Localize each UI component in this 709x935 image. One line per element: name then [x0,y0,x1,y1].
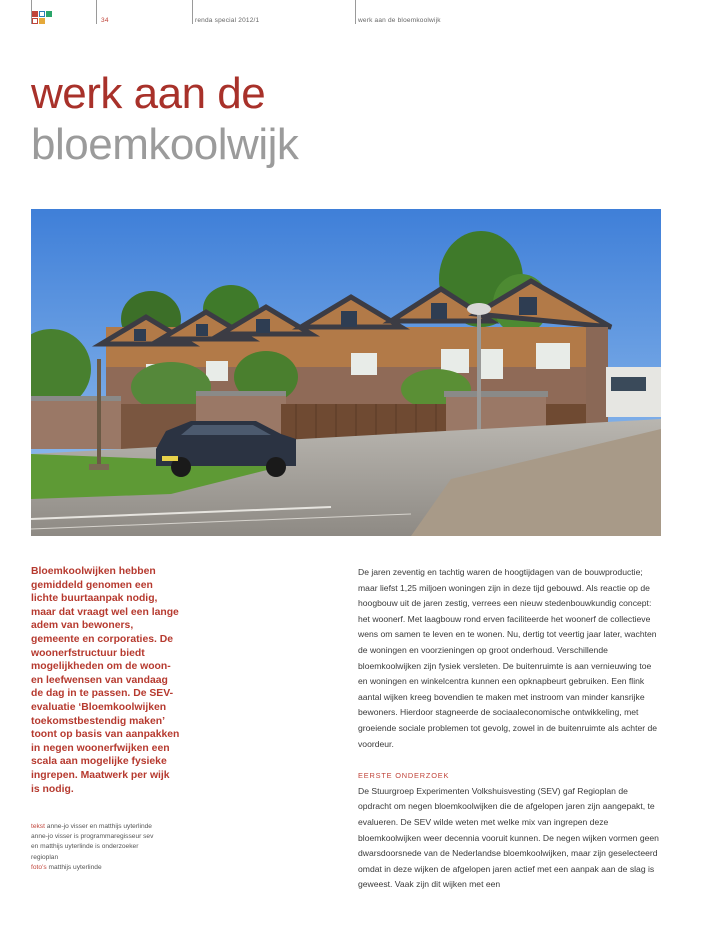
section-name: werk aan de bloemkoolwijk [358,17,441,24]
body-paragraph: De jaren zeventig en tachtig waren de hoogtijdagen van de bouwproductie; maar liefst 1,25 miljoen woningen zijn in deze tijd gebouwd. Als reactie op de hoogbouw uit de jaren zestig, verrees een nieuw stedenbouwkundig concept: het woonerf. Met laagbouw rond erven faciliteerde het woonerf de collectieve wens om samen te leven en te wonen. Nu, dertig tot veertig jaar later, wachten de woningen en voorzieningen op groot onderhoud. Verschillende bloemkoolwijken zijn fysiek versleten. De buitenruimte is aan vernieuwing toe en woningen en winkelcentra kunnen een opknapbeurt gebruiken. Een flink aantal wijken kreeg bovendien te maken met instroom van minder kansrijke bewoners. Hierdoor stagneerde de sociaaleconomische ontwikkeling, met groeiende sociale problemen tot gevolg, zowel in de buitenruimte als achter de voordeur. [358,567,658,749]
credits-photo-author: matthijs uyterlinde [48,863,102,871]
credits-text-label: tekst [31,823,45,830]
page-number: 34 [101,17,109,24]
lead-paragraph: Bloemkoolwijken hebben gemiddeld genomen een lichte buurtaanpak nodig, maar dat vraagt wel een lange adem van bewoners, gemeente en corporaties. De woonerfstructuur biedt mogelijkheden om de woon- en leefwensen van vandaag de dag in te passen. De SEV-evaluatie ‘Bloemkoolwijken toekomstbestendig maken’ toont op basis van aanpakken in negen woonerfwijken een scala aan mogelijke fysieke ingrepen. Maatwerk per wijk is nodig. [31,566,180,795]
header-rule [96,0,97,24]
header-rule [192,0,193,24]
credits-photo-label: foto’s [31,863,47,871]
credits-bio: anne-jo visser is programmaregisseur sev [31,833,154,841]
photo-row-houses [31,209,661,536]
publication-name: renda special 2012/1 [195,17,260,24]
header-rule [355,0,356,24]
credits-bio: en matthijs uyterlinde is onderzoeker [31,843,139,851]
page-title-line2: bloemkoolwijk [31,120,299,169]
section-heading: EERSTE ONDERZOEK [358,771,450,781]
body-column [358,565,663,893]
credits [31,822,231,873]
page-title-line1: werk aan de [31,69,266,118]
header-rule [31,0,32,24]
credits-bio: regioplan [31,853,59,861]
body-paragraph: De Stuurgroep Experimenten Volkshuisvesting (SEV) gaf Regioplan de opdracht om negen bloemkoolwijken die de afgelopen jaren zijn aangepakt, te evalueren. De SEV wilde weten met welke mix van ingrepen deze bloemkoolwijken weer decennia vooruit kunnen. De negen wijken vormen geen dwarsdoorsnede van de Nederlandse bloemkoolwijken, maar zijn geselecteerd omdat in deze wijken de afgelopen jaren actief met een aanpak aan de slag is geweest. Vaak zijn dit wijken met een [358,785,659,890]
credits-text-authors: anne-jo visser en matthijs uyterlinde [46,823,152,830]
publication-logo-icon [32,11,52,25]
